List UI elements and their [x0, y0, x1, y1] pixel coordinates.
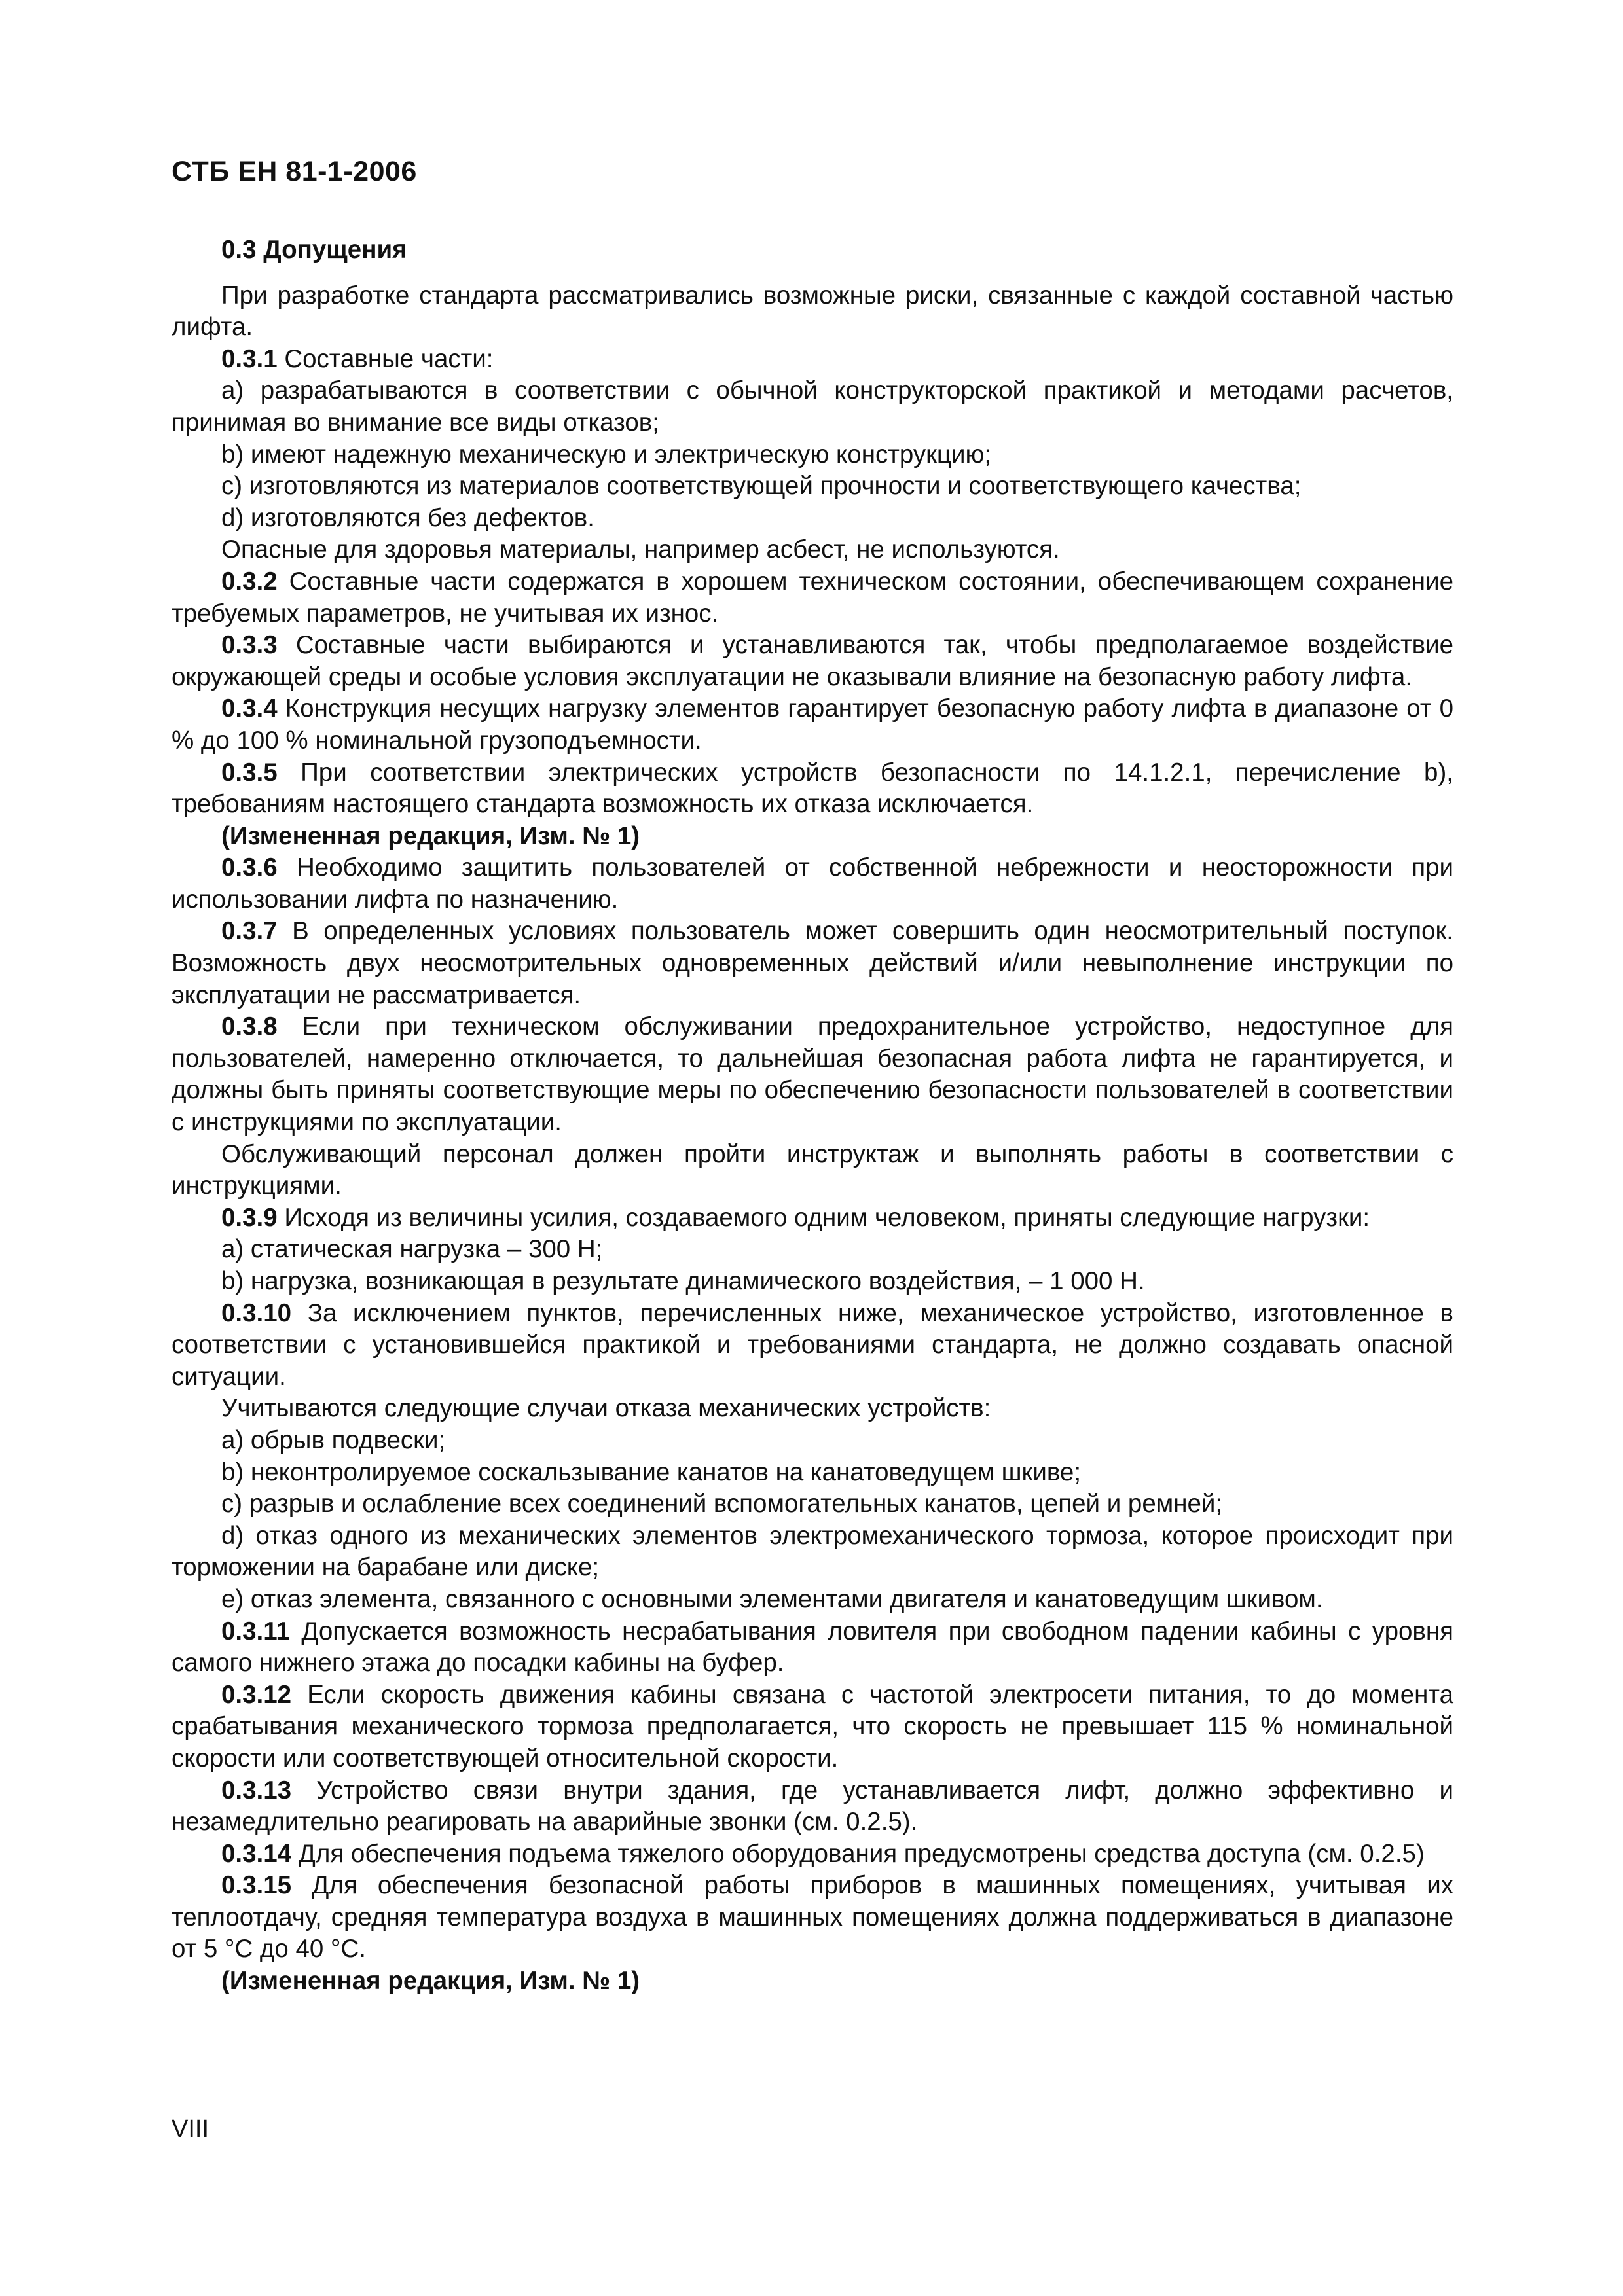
clause-0-3-14: [172, 1839, 1453, 1871]
clause-text: Необходимо защитить пользователей от собственной небрежности и неосторожности при использовании лифта по назначению.: [172, 853, 1453, 914]
clause-text: Допускается возможность несрабатывания ловителя при свободном падении кабины с уровня самого нижнего этажа до посадки кабины на буфер.: [172, 1617, 1453, 1677]
list-item: b) неконтролируемое соскальзывание канатов на канатоведущем шкиве;: [221, 1458, 1082, 1486]
clause-number: 0.3.10: [221, 1299, 292, 1327]
clause-text: Составные части содержатся в хорошем техническом состоянии, обеспечивающем сохранение требуемых параметров, не учитывая их износ.: [172, 567, 1453, 628]
clause-number: 0.3.7: [221, 917, 278, 946]
clause-0-3-2: [172, 566, 1453, 630]
clause-number: 0.3.8: [221, 1013, 278, 1041]
clause-number: 0.3.15: [221, 1871, 292, 1900]
clause-0-3-9: [172, 1202, 1453, 1234]
clause-text: При соответствии электрических устройств безопасности по 14.1.2.1, перечисление b), требованиям настоящего стандарта возможность их отказа исключается.: [172, 758, 1453, 819]
clause-text: За исключением пунктов, перечисленных ниже, механическое устройство, изготовленное в соответствии с установившейся практикой и требованиями стандарта, не должно создавать опасной ситуации.: [172, 1299, 1453, 1391]
clause-number: 0.3.14: [221, 1839, 292, 1868]
amendment-note: (Измененная редакция, Изм. № 1): [221, 821, 640, 850]
clause-text: Для обеспечения безопасной работы приборов в машинных помещениях, учитывая их теплоотдачу, средняя температура воздуха в машинных помещениях должна поддерживаться в диапазоне от 5 °С до 40 °С.: [172, 1871, 1453, 1964]
list-item: b) нагрузка, возникающая в результате динамического воздействия, – 1 000 Н.: [221, 1267, 1145, 1295]
clause-0-3-1: [172, 344, 1453, 376]
paragraph: Учитываются следующие случаи отказа механических устройств:: [221, 1394, 991, 1423]
list-item: c) разрыв и ослабление всех соединений вспомогательных канатов, цепей и ремней;: [221, 1490, 1223, 1518]
list-item: e) отказ элемента, связанного с основными элементами двигателя и канатоведущим шкивом.: [221, 1585, 1323, 1613]
clause-0-3-13: [172, 1775, 1453, 1839]
clause-number: 0.3.11: [221, 1617, 290, 1645]
clause-number: 0.3.2: [221, 567, 278, 596]
section-title: 0.3 Допущения: [221, 236, 407, 264]
clause-text: Устройство связи внутри здания, где устанавливается лифт, должно эффективно и незамедлительно реагировать на аварийные звонки (см. 0.2.5).: [172, 1776, 1453, 1837]
document-code-header: СТБ ЕН 81-1-2006: [172, 156, 417, 187]
paragraph: Обслуживающий персонал должен пройти инструктаж и выполнять работы в соответствии с инструкциями.: [172, 1139, 1453, 1200]
clause-0-3-3: [172, 630, 1453, 693]
clause-0-3-11: [172, 1616, 1453, 1679]
clause-0-3-10: [172, 1298, 1453, 1393]
paragraph: Опасные для здоровья материалы, например асбест, не используются.: [221, 535, 1060, 564]
list-item: d) отказ одного из механических элементов электромеханического тормоза, которое происходит при торможении на барабане или диске;: [172, 1521, 1453, 1582]
clause-number: 0.3.4: [221, 694, 278, 723]
clause-number: 0.3.9: [221, 1203, 278, 1232]
amendment-note: (Измененная редакция, Изм. № 1): [221, 1967, 640, 1996]
page-number: VIII: [172, 2115, 210, 2143]
clause-number: 0.3.12: [221, 1680, 292, 1709]
clause-text: Составные части:: [277, 344, 494, 373]
clause-number: 0.3.1: [221, 344, 278, 373]
document-body: [172, 234, 1453, 1998]
clause-text: Если при техническом обслуживании предохранительное устройство, недоступное для пользователей, намеренно отключается, то дальнейшая безопасная работа лифта не гарантируется, и должны быть приняты соответствующие меры по обеспечению безопасности пользователей в соответствии с инструкциями по эксплуатации.: [172, 1013, 1453, 1137]
clause-text: Конструкция несущих нагрузку элементов гарантирует безопасную работу лифта в диапазоне от 0 % до 100 % номинальной грузоподъемности.: [172, 694, 1453, 755]
clause-number: 0.3.5: [221, 758, 278, 787]
clause-text: Для обеспечения подъема тяжелого оборудования предусмотрены средства доступа (см. 0.2.5): [291, 1839, 1425, 1868]
clause-number: 0.3.3: [221, 631, 278, 660]
clause-text: Исходя из величины усилия, создаваемого одним человеком, приняты следующие нагрузки:: [277, 1203, 1370, 1232]
clause-0-3-4: [172, 693, 1453, 757]
clause-0-3-5: [172, 757, 1453, 821]
clause-number: 0.3.6: [221, 853, 278, 882]
clause-0-3-15: [172, 1870, 1453, 1965]
section-intro: При разработке стандарта рассматривались возможные риски, связанные с каждой составной частью лифта.: [172, 281, 1453, 342]
clause-0-3-6: [172, 852, 1453, 916]
clause-0-3-8: [172, 1011, 1453, 1138]
list-item: a) разрабатываются в соответствии с обычной конструкторской практикой и методами расчетов, принимая во внимание все виды отказов;: [172, 376, 1453, 437]
list-item: a) статическая нагрузка – 300 Н;: [221, 1235, 603, 1264]
list-item: d) изготовляются без дефектов.: [221, 503, 594, 532]
clause-number: 0.3.13: [221, 1776, 292, 1804]
clause-0-3-7: [172, 916, 1453, 1011]
list-item: c) изготовляются из материалов соответствующей прочности и соответствующего качества;: [221, 472, 1302, 501]
clause-text: Составные части выбираются и устанавливаются так, чтобы предполагаемое воздействие окружающей среды и особые условия эксплуатации не оказывали влияние на безопасную работу лифта.: [172, 631, 1453, 691]
clause-text: Если скорость движения кабины связана с частотой электросети питания, то до момента срабатывания механического тормоза предполагается, что скорость не превышает 115 % номинальной скорости или соответствующей относительной скорости.: [172, 1680, 1453, 1772]
list-item: a) обрыв подвески;: [221, 1426, 446, 1454]
clause-text: В определенных условиях пользователь может совершить один неосмотрительный поступок. Возможность двух неосмотрительных одновременных действий и/или невыполнение инструкции по эксплуатации не рассматривается.: [172, 917, 1453, 1009]
list-item: b) имеют надежную механическую и электрическую конструкцию;: [221, 440, 992, 469]
clause-0-3-12: [172, 1679, 1453, 1775]
